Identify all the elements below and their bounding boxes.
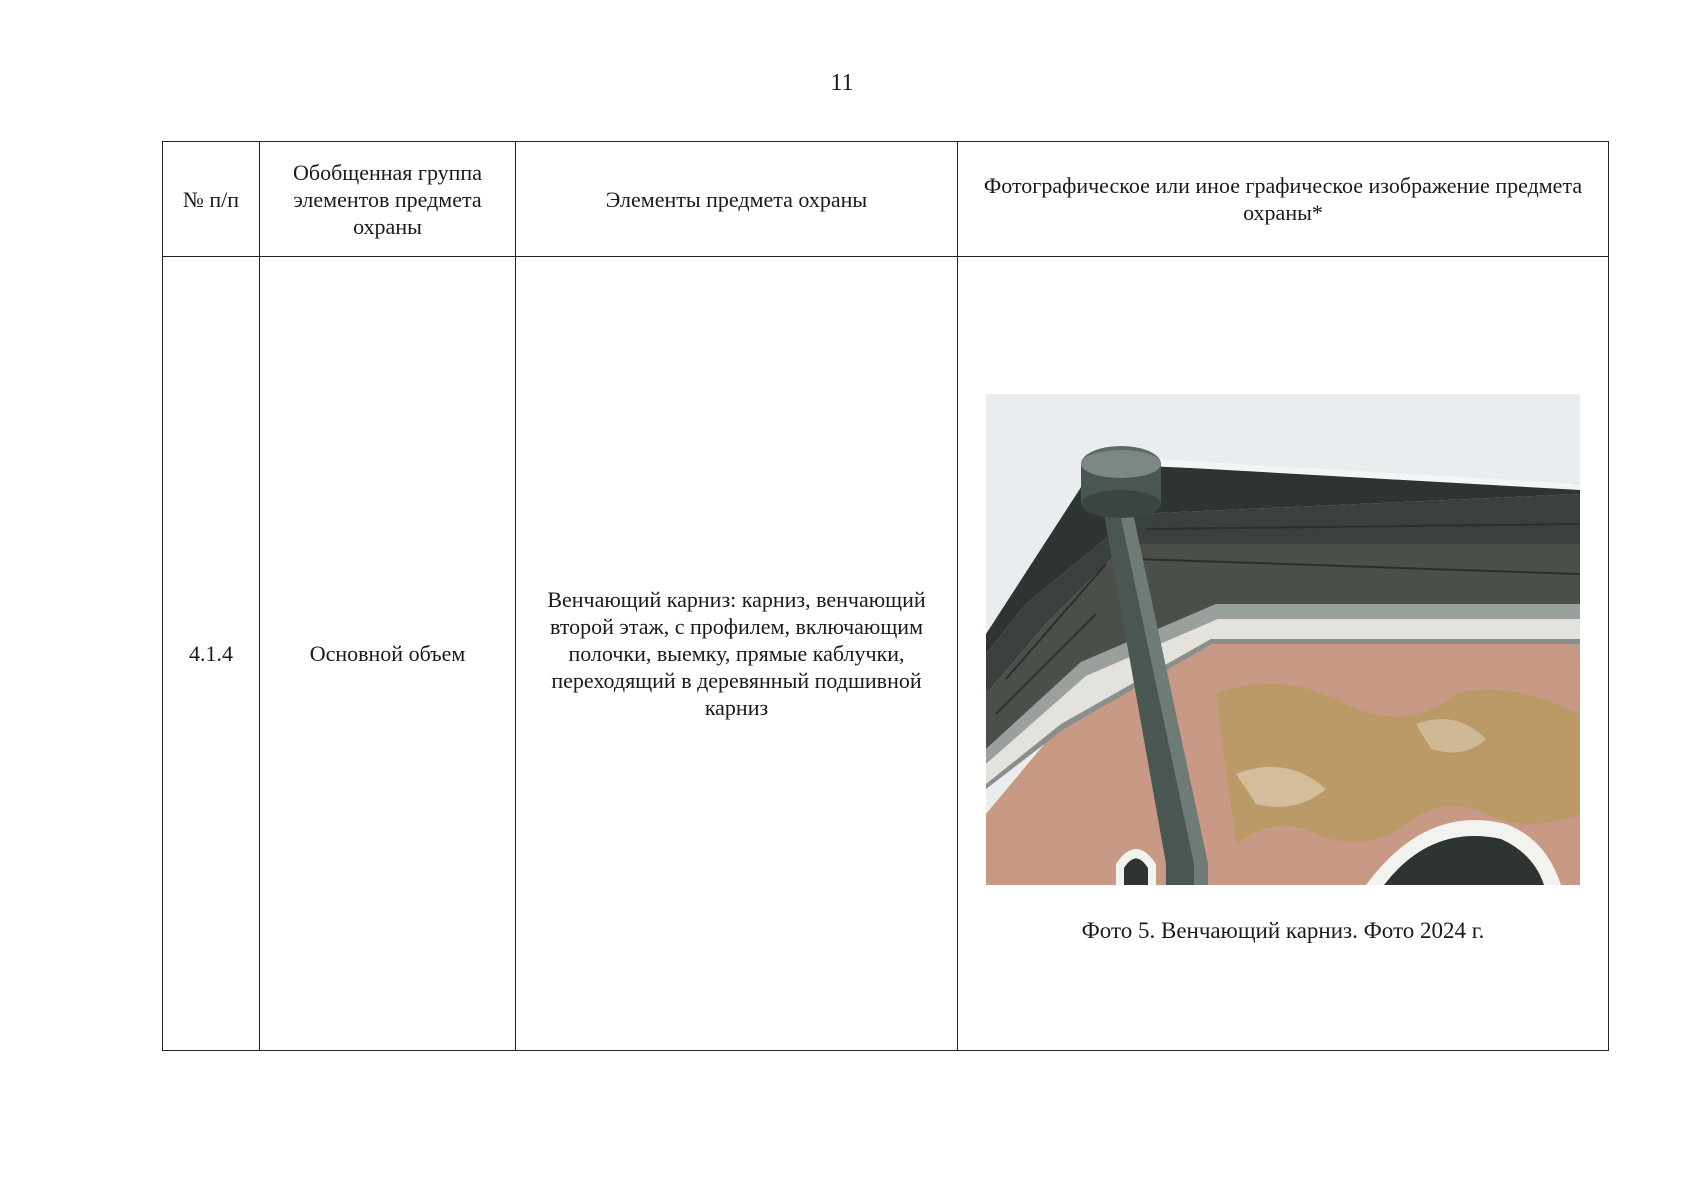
cornice-photo [986, 394, 1580, 885]
cell-photo [958, 257, 1609, 1051]
cell-group: Основной объем [260, 257, 516, 1051]
cell-number: 4.1.4 [163, 257, 260, 1051]
photo-caption: Фото 5. Венчающий карниз. Фото 2024 г. [1081, 918, 1485, 943]
table-header-row [163, 142, 1609, 257]
page-number: 11 [830, 70, 854, 96]
header-number: № п/п [163, 142, 260, 257]
protection-table [162, 141, 1609, 1051]
header-image: Фотографическое или иное графическое изображение предмета охраны* [958, 142, 1609, 257]
header-group: Обобщенная группа элементов предмета охраны [260, 142, 516, 257]
cell-elements: Венчающий карниз: карниз, венчающий второй этаж, с профилем, включающим полочки, выемку, прямые каблучки, переходящий в деревянный подшивной карниз [516, 257, 958, 1051]
table-row [163, 257, 1609, 1051]
header-elements: Элементы предмета охраны [516, 142, 958, 257]
